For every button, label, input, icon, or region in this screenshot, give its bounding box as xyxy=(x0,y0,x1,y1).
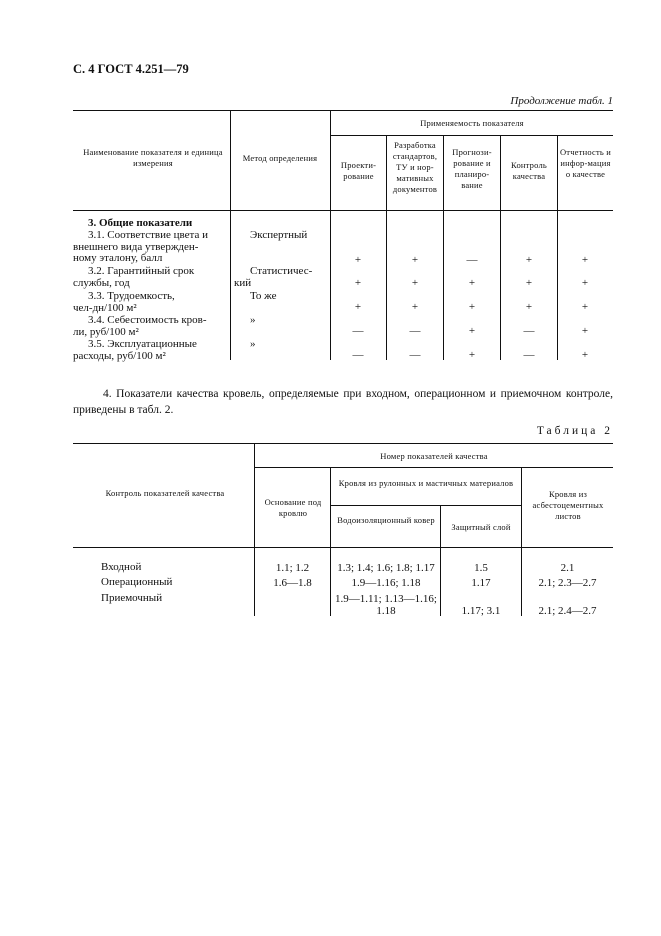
table1-row-method: » xyxy=(250,314,256,326)
row-name-line: ному эталону, балл xyxy=(73,252,163,265)
table2-vline-1 xyxy=(254,443,255,616)
table1-sign: — xyxy=(523,349,535,361)
table2-group-header: Номер показателей качества xyxy=(380,451,488,461)
table2-header-rule xyxy=(73,547,613,548)
table2-row-name: Приемочный xyxy=(101,592,163,604)
table1-sign: — xyxy=(409,325,421,337)
table2-cell-water: 1.9—1.11; 1.13—1.16; xyxy=(335,593,437,605)
table1-sign: — xyxy=(352,325,364,337)
table1-group-rule xyxy=(330,135,613,136)
table1-sign: + xyxy=(411,254,419,266)
table1-row-name xyxy=(73,315,228,338)
row-name-line: чел-дн/100 м² xyxy=(73,301,137,314)
table1-group-header: Применяемость показателя xyxy=(420,118,524,128)
table2-col-asbest: Кровля из асбестоцементных листов xyxy=(532,489,604,521)
row-name-line: внешнего вида утвержден- xyxy=(73,240,199,253)
table2-col-protect: Защитный слой xyxy=(451,522,511,532)
table1-row-name xyxy=(73,339,228,362)
table-continuation-label: Продолжение табл. 1 xyxy=(510,95,613,107)
table2-col-base: Основание под кровлю xyxy=(264,497,322,518)
table1-row-method xyxy=(234,266,328,289)
row-name-line: 3.1. Соответствие цвета и xyxy=(88,229,208,241)
table1-vline-2 xyxy=(330,110,331,360)
table1-vline-1 xyxy=(230,110,231,360)
table2-vline-4 xyxy=(521,467,522,616)
table1-sign: + xyxy=(525,301,533,313)
table1-top-rule xyxy=(73,110,613,111)
table1-sign: — xyxy=(352,349,364,361)
row-name-line: 3.2. Гарантийный срок xyxy=(88,265,195,277)
row-name-line: службы, год xyxy=(73,276,130,289)
table1-sub-header: Прогнози-рование и планиро-вание xyxy=(452,147,492,190)
table2-col-control: Контроль показателей качества xyxy=(105,488,225,498)
table2-group-roll: Кровля из рулонных и мастичных материалов xyxy=(338,478,514,488)
row-name-line: расходы, руб/100 м² xyxy=(73,349,166,362)
table2-cell-protect: 1.17 xyxy=(471,577,491,589)
table1-sign: + xyxy=(411,301,419,313)
table2-cell-asbest: 2.1; 2.4—2.7 xyxy=(538,605,597,617)
table1-sign: + xyxy=(354,301,362,313)
row-name-line: ли, руб/100 м² xyxy=(73,325,139,338)
table1-sign: + xyxy=(468,325,476,337)
body-paragraph: 4. Показатели качества кровель, определяемые при входном, операционном и приемочном контроле, приведены в табл. 2. xyxy=(73,388,613,417)
table1-sign: + xyxy=(581,277,589,289)
table1-sub-header: Отчетность и инфор-мация о качестве xyxy=(559,147,612,179)
row-name-line: 3.3. Трудоемкость, xyxy=(88,290,175,302)
table2-cell-water-cont: 1.18 xyxy=(376,605,396,617)
table1-sign: — xyxy=(466,254,478,266)
table1-sign: + xyxy=(581,301,589,313)
table1-sign: + xyxy=(581,349,589,361)
table1-header-rule xyxy=(73,210,613,211)
table2-title: Таблица 2 xyxy=(536,425,613,437)
table2-cell-asbest: 2.1; 2.3—2.7 xyxy=(538,577,597,589)
table2-cell-base: 1.1; 1.2 xyxy=(275,562,310,574)
table1-sub-header: Контроль качества xyxy=(511,160,547,181)
table1-col-name: Наименование показателя и единица измерения xyxy=(83,147,223,168)
table1-col-method: Метод определения xyxy=(242,153,318,163)
table1-row-method: Экспертный xyxy=(250,229,308,241)
row-name-line: 3.4. Себестоимость кров- xyxy=(88,314,207,326)
table1-sign: — xyxy=(409,349,421,361)
row-method-line: кий xyxy=(234,276,252,289)
table1-sign: + xyxy=(468,277,476,289)
table2-col-water: Водоизоляционный ковер xyxy=(337,515,435,525)
table1-sign: + xyxy=(581,325,589,337)
table2-cell-protect: 1.17; 3.1 xyxy=(461,605,501,617)
table1-row-name xyxy=(73,230,228,265)
table1-row-name xyxy=(73,266,228,289)
row-name-line: 3.5. Эксплуатационные xyxy=(88,338,197,350)
table1-sign: + xyxy=(468,301,476,313)
table1-sub-header: Разработка стандартов, ТУ и нор-мативных документов xyxy=(392,140,438,194)
table2-subgroup-rule xyxy=(330,505,521,506)
table1-sign: + xyxy=(581,254,589,266)
table1-sub-header: Проекти-рование xyxy=(340,160,377,181)
table1-sign: + xyxy=(354,254,362,266)
table2-cell-water: 1.3; 1.4; 1.6; 1.8; 1.17 xyxy=(337,562,435,574)
table1-sign: + xyxy=(525,254,533,266)
table1-sign: + xyxy=(411,277,419,289)
table1-sign: + xyxy=(354,277,362,289)
table1-sign: + xyxy=(468,349,476,361)
table2-cell-base: 1.6—1.8 xyxy=(273,577,312,589)
table2-row-name: Операционный xyxy=(101,576,173,588)
table2-row-name: Входной xyxy=(101,561,142,573)
table1-row-method: » xyxy=(250,338,256,350)
table1-section-title: 3. Общие показатели xyxy=(88,217,193,229)
table1-sign: + xyxy=(525,277,533,289)
table2-group-rule xyxy=(255,467,613,468)
table1-row-name xyxy=(73,291,228,314)
table1-sign: — xyxy=(523,325,535,337)
table2-cell-asbest: 2.1 xyxy=(560,562,575,574)
row-method-line: Статистичес- xyxy=(250,265,313,277)
table2-cell-protect: 1.5 xyxy=(474,562,488,574)
page-header: С. 4 ГОСТ 4.251—79 xyxy=(73,62,189,76)
table1-row-method: То же xyxy=(250,290,277,302)
table2-top-rule xyxy=(73,443,613,444)
table2-cell-water: 1.9—1.16; 1.18 xyxy=(351,577,421,589)
